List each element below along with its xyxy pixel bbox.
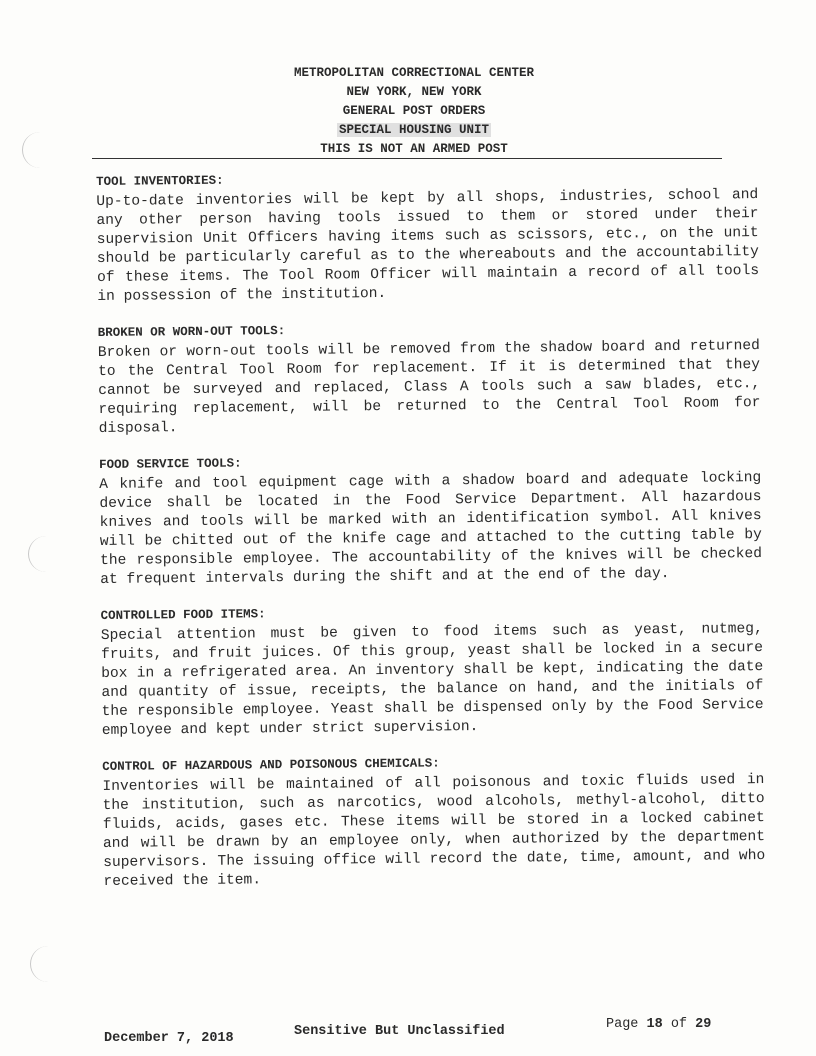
punch-hole-mark xyxy=(28,536,47,572)
section-broken-tools xyxy=(98,318,761,439)
section-body: Inventories will be maintained of all poisonous and toxic fluids used in the institution, such as narcotics, wood alcohols, methyl-alcohol, ditto fluids, acids, gases etc. These items will be stored in a locked cabinet and will be drawn by an employee only, when authorized by the department supervisors. The issuing office will record the date, time, amount, and who received the item. xyxy=(102,772,766,890)
section-body: Special attention must be given to food items such as yeast, nutmeg, fruits, and fruit juices. Of this group, yeast shall be locked in a secure box in a refrigerated area. An inventory shall be kept, indicating the date and quantity of issue, receipts, the balance on hand, and the initials of the responsible employee. Yeast shall be dispensed only by the Food Service employee and kept under strict supervision. xyxy=(100,621,764,739)
section-tool-inventories xyxy=(96,167,759,307)
document-header xyxy=(0,64,816,159)
header-divider xyxy=(92,158,722,159)
section-body: Broken or worn-out tools will be removed from the shadow board and returned to the Central Tool Room for replacement. If it is determined that they cannot be surveyed and replaced, Class A tools such a saw blades, etc., requiring replacement, will be returned to the Central Tool Room for disposal. xyxy=(97,338,761,437)
section-controlled-food-items xyxy=(101,601,764,741)
punch-hole-mark xyxy=(30,946,49,982)
section-heading: CONTROLLED FOOD ITEMS: xyxy=(100,607,266,623)
section-heading: BROKEN OR WORN-OUT TOOLS: xyxy=(97,324,286,340)
footer-page-number: Page 18 of 29 xyxy=(606,1017,712,1032)
footer-date: December 7, 2018 xyxy=(104,1031,234,1046)
section-hazardous-chemicals xyxy=(102,752,765,892)
section-food-service-tools xyxy=(99,450,762,590)
section-body: A knife and tool equipment cage with a shadow board and adequate locking device shall be located in the Food Service Department. All hazardous knives and tools will be marked with an identification symbol. All knives will be chitted out of the knife cage and attached to the cutting table by the responsible employee. The accountability of the knives will be checked at frequent intervals during the shift and at the end of the day. xyxy=(99,470,763,588)
header-order-type: GENERAL POST ORDERS xyxy=(342,104,486,118)
section-heading: CONTROL OF HAZARDOUS AND POISONOUS CHEMICALS: xyxy=(102,756,440,774)
header-unit: SPECIAL HOUSING UNIT xyxy=(338,123,490,137)
section-body: Up-to-date inventories will be kept by all shops, industries, school and any other person having tools issued to them or stored under their supervision Unit Officers having items such as scissors, etc., on the unit should be particularly careful as to the whereabouts and the accountability of these items. The Tool Room Officer will maintain a record of all tools in possession of the institution. xyxy=(96,187,760,305)
header-post-status: THIS IS NOT AN ARMED POST xyxy=(320,142,508,156)
header-location: NEW YORK, NEW YORK xyxy=(346,85,482,99)
section-heading: TOOL INVENTORIES: xyxy=(96,173,224,189)
header-institution: METROPOLITAN CORRECTIONAL CENTER xyxy=(293,66,535,80)
section-heading: FOOD SERVICE TOOLS: xyxy=(98,456,242,472)
document-body xyxy=(96,167,766,910)
footer-classification: Sensitive But Unclassified xyxy=(294,1024,505,1039)
